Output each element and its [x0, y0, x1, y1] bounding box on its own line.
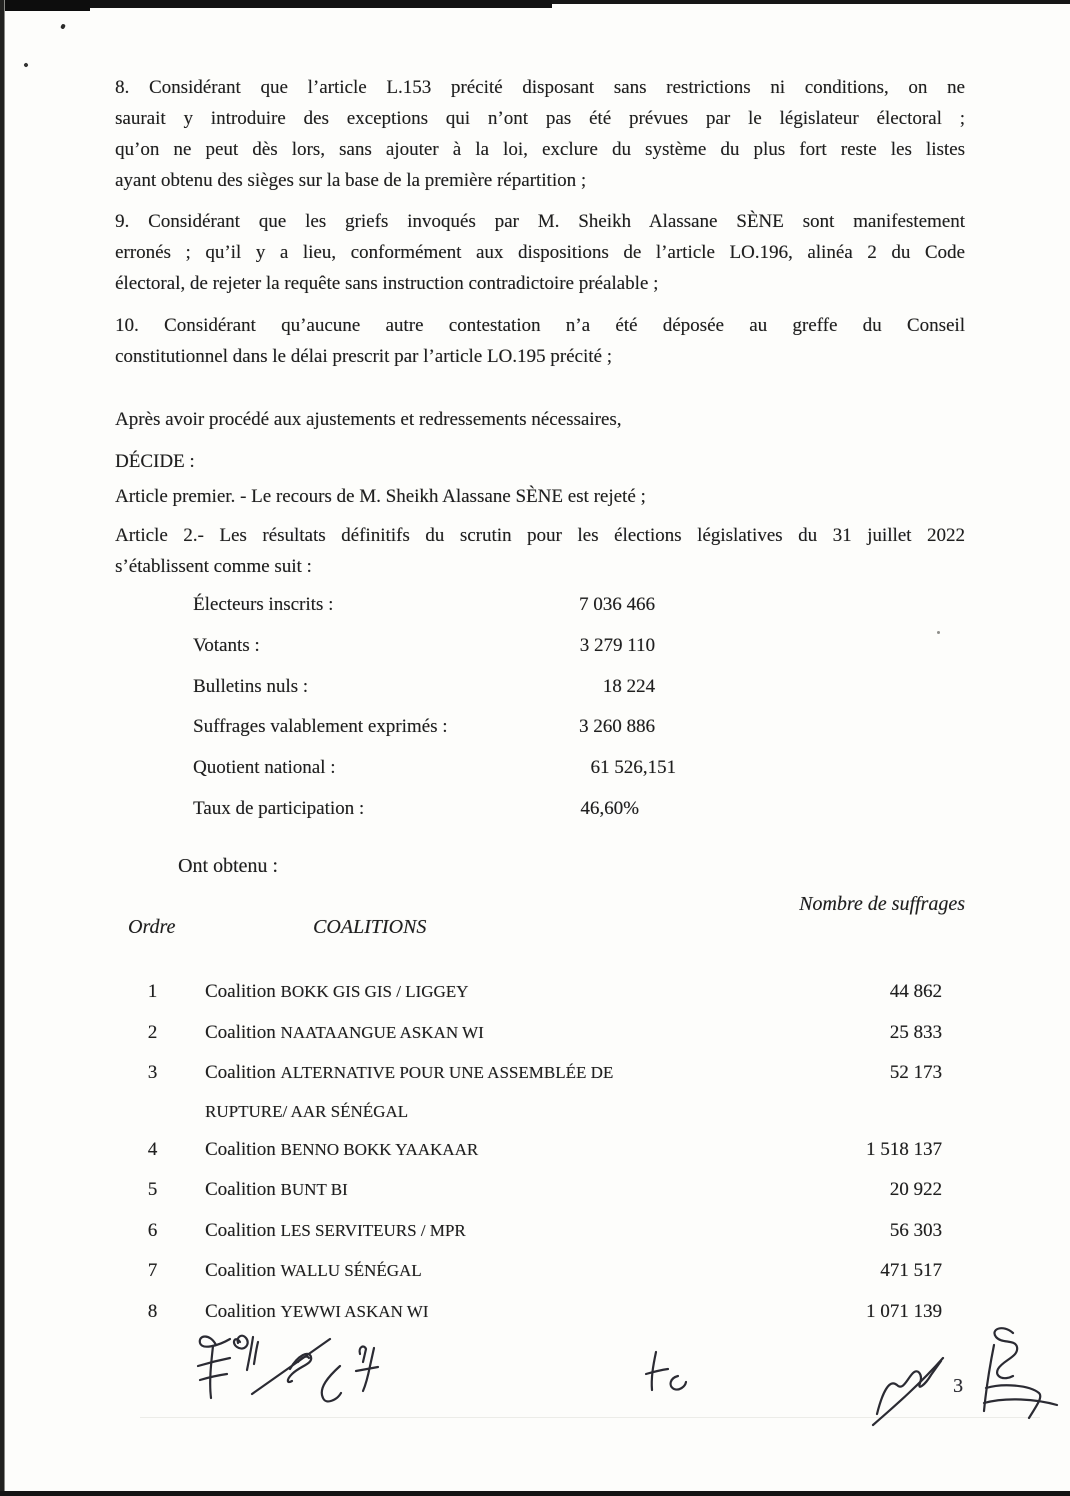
article-premier: Article premier. - Le recours de M. Sheikh Alassane SÈNE est rejeté ;	[115, 486, 646, 507]
text-line: 8. Considérant que l’article L.153 précité disposant sans restrictions ni conditions, on ne	[115, 77, 965, 98]
coalition-prefix: Coalition	[205, 1179, 276, 1200]
article-2	[115, 520, 965, 582]
stat-label: Taux de participation :	[193, 797, 365, 819]
coalition-prefix: Coalition	[205, 1138, 276, 1160]
suffrages-cell: 56 303	[889, 1219, 942, 1241]
ordre-cell: 3	[147, 1062, 158, 1083]
suffrages-cell: 25 833	[889, 1021, 942, 1043]
text-line: Article 2.- Les résultats définitifs du scrutin pour les élections législatives du 31 juillet 2022	[115, 525, 965, 546]
suffrages-cell: 20 922	[889, 1179, 942, 1200]
signature-mark-3	[252, 1339, 330, 1394]
stat-value: 3 279 110	[579, 634, 655, 656]
ordre-cell: 1	[147, 981, 158, 1002]
stat-label: Électeurs inscrits :	[193, 594, 334, 615]
coalition-prefix: Coalition	[205, 1219, 276, 1241]
coalition-prefix: Coalition	[205, 1260, 276, 1281]
coalition-line: RUPTURE/ AAR SÉNÉGAL	[205, 1101, 409, 1121]
column-header-coalitions: COALITIONS	[313, 916, 427, 938]
ont-obtenu-label: Ont obtenu :	[178, 855, 278, 877]
signature-mark-5	[356, 1347, 378, 1391]
stat-value: 3 260 886	[579, 716, 655, 738]
suffrages-cell: 52 173	[889, 1062, 942, 1083]
stat-value: 7 036 466	[579, 594, 655, 615]
coalition-name: NAATAANGUE ASKAN WI	[280, 1022, 484, 1042]
table-row	[115, 972, 965, 1013]
decide-heading: DÉCIDE :	[115, 451, 195, 472]
coalition-cell	[205, 1013, 792, 1054]
ordre-cell: 6	[147, 1219, 158, 1241]
text-line: 9. Considérant que les griefs invoqués par M. Sheikh Alassane SÈNE sont manifestement	[115, 211, 965, 232]
paragraph-9	[115, 206, 965, 299]
text-line: qu’on ne peut dès lors, sans ajouter à la loi, exclure du système du plus fort reste les listes	[115, 139, 965, 160]
stat-value: 18 224	[602, 675, 655, 697]
ordre-cell: 2	[147, 1021, 158, 1043]
text-line: constitutionnel dans le délai prescrit par l’article LO.195 précité ;	[115, 346, 612, 367]
coalition-name: YEWWI ASKAN WI	[280, 1301, 429, 1321]
table-row	[115, 1053, 965, 1130]
table-row	[115, 1130, 965, 1171]
page-number: 3	[953, 1375, 963, 1397]
coalition-name: ALTERNATIVE POUR UNE ASSEMBLÉE DE	[280, 1063, 614, 1082]
coalition-name: BOKK GIS GIS / LIGGEY	[280, 982, 469, 1001]
stat-row	[193, 752, 676, 793]
stat-value: 46,60%	[580, 797, 639, 819]
table-row	[115, 1251, 965, 1292]
coalition-cell	[205, 1130, 792, 1171]
table-row	[115, 1013, 965, 1054]
coalition-cell	[205, 1053, 792, 1130]
stat-value: 61 526,151	[590, 757, 676, 779]
stat-row	[193, 589, 655, 630]
ordre-cell: 4	[147, 1138, 158, 1160]
stat-label: Quotient national :	[193, 757, 336, 779]
signatures-row	[140, 1312, 1070, 1452]
stat-label: Votants :	[193, 634, 260, 656]
coalition-prefix: Coalition	[205, 981, 276, 1002]
signature-mark-2	[234, 1336, 258, 1370]
paragraph-10	[115, 310, 965, 372]
coalition-prefix: Coalition	[205, 1300, 276, 1322]
ordre-cell: 8	[147, 1300, 158, 1322]
stat-row	[193, 630, 655, 671]
suffrages-cell: 1 518 137	[866, 1138, 942, 1160]
text-line: électoral, de rejeter la requête sans instruction contradictoire préalable ;	[115, 273, 659, 294]
signature-mark-4	[322, 1366, 341, 1401]
coalition-prefix: Coalition	[205, 1062, 276, 1083]
scan-edge-left	[0, 0, 5, 1496]
results-table-header	[115, 893, 965, 963]
coalition-cell	[205, 1251, 792, 1292]
signature-mark-6	[646, 1352, 686, 1390]
ordre-cell: 5	[147, 1179, 158, 1200]
coalition-line	[205, 1053, 792, 1094]
table-row	[115, 1211, 965, 1252]
coalition-cell	[205, 1211, 792, 1252]
text-line: saurait y introduire des exceptions qui n’ont pas été prévues par le législateur électoral ;	[115, 108, 965, 129]
paragraph-8	[115, 72, 965, 196]
signature-mark-7	[873, 1358, 943, 1425]
results-table	[115, 972, 965, 1332]
suffrages-cell: 44 862	[889, 981, 942, 1002]
closing-line: Après avoir procédé aux ajustements et redressements nécessaires,	[115, 409, 622, 430]
coalition-cell	[205, 972, 792, 1013]
coalition-prefix: Coalition	[205, 1021, 276, 1043]
suffrages-cell: 1 071 139	[866, 1300, 942, 1322]
signature-mark-8	[984, 1328, 1057, 1418]
stat-label: Bulletins nuls :	[193, 675, 309, 697]
text-line: s’établissent comme suit :	[115, 556, 312, 577]
scan-corner-top-left	[0, 0, 90, 11]
coalition-name: WALLU SÉNÉGAL	[280, 1261, 422, 1280]
ordre-cell: 7	[147, 1260, 158, 1281]
text-line: erronés ; qu’il y a lieu, conformément aux dispositions de l’article LO.196, alinéa 2 du Code	[115, 242, 965, 263]
document-content	[115, 0, 965, 1496]
stat-row	[193, 671, 655, 712]
stat-row	[193, 711, 655, 752]
coalition-name: LES SERVITEURS / MPR	[280, 1220, 466, 1240]
coalition-name: BUNT BI	[280, 1180, 348, 1199]
signature-mark-1	[198, 1337, 230, 1399]
suffrages-cell: 471 517	[880, 1260, 942, 1281]
table-row	[115, 1170, 965, 1211]
column-header-ordre: Ordre	[128, 916, 176, 938]
column-header-suffrages: Nombre de suffrages	[799, 893, 965, 915]
stat-row	[193, 793, 655, 834]
coalition-name: BENNO BOKK YAAKAAR	[280, 1139, 479, 1159]
results-summary-list	[193, 589, 676, 834]
text-line: ayant obtenu des sièges sur la base de la première répartition ;	[115, 170, 587, 191]
stat-label: Suffrages valablement exprimés :	[193, 716, 448, 738]
text-line: 10. Considérant qu’aucune autre contestation n’a été déposée au greffe du Conseil	[115, 315, 965, 336]
coalition-cell	[205, 1170, 792, 1211]
